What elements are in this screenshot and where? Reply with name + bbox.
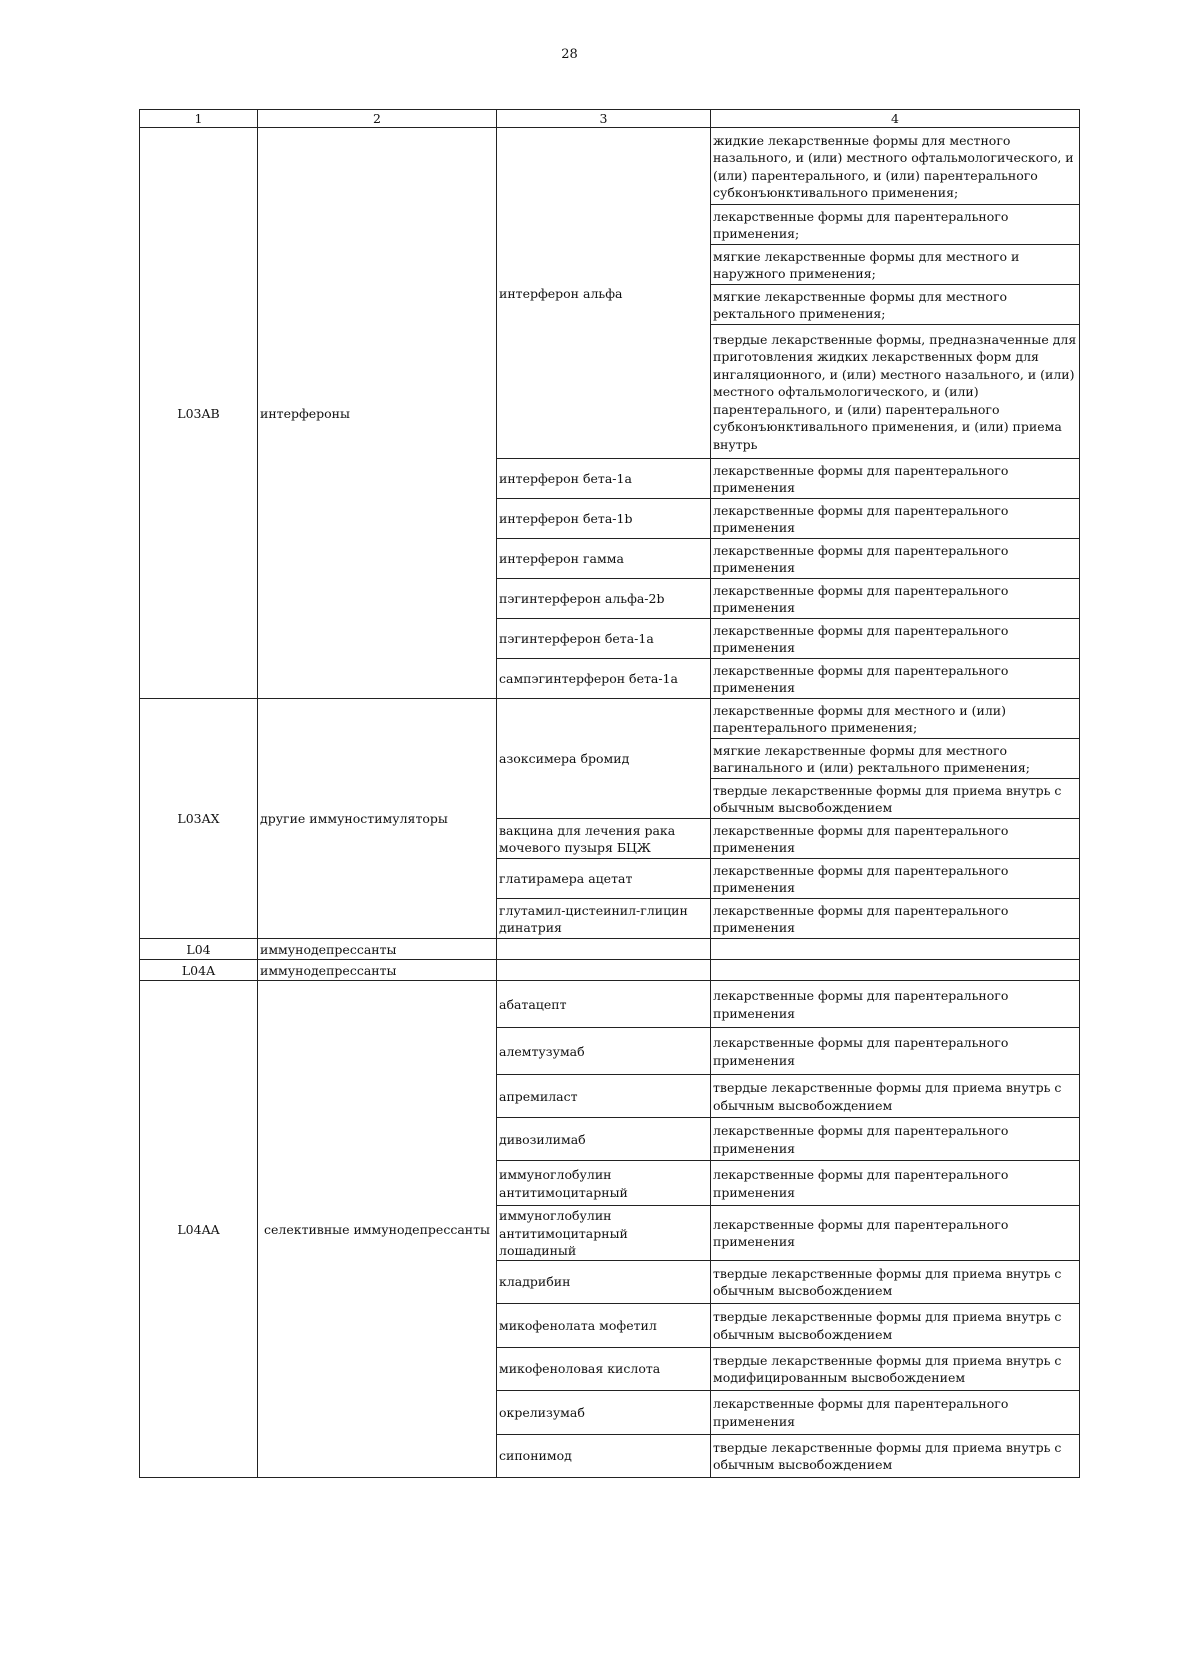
table-row bbox=[140, 939, 1080, 960]
dosage-form: лекарственные формы для парентерального применения bbox=[711, 539, 1080, 579]
drug-name: сипонимод bbox=[497, 1434, 711, 1477]
drug-name: дивозилимаб bbox=[497, 1118, 711, 1161]
group-name: интерфероны bbox=[258, 128, 497, 699]
dosage-form: лекарственные формы для парентерального применения bbox=[711, 1118, 1080, 1161]
drug-name: микофеноловая кислота bbox=[497, 1347, 711, 1390]
dosage-form: лекарственные формы для парентерального применения bbox=[711, 1028, 1080, 1075]
dosage-form: лекарственные формы для парентерального применения bbox=[711, 1390, 1080, 1434]
column-header-2: 2 bbox=[258, 110, 497, 128]
drug-name: интерферон бета-1а bbox=[497, 459, 711, 499]
dosage-form: лекарственные формы для парентерального применения bbox=[711, 459, 1080, 499]
group-name: иммунодепрессанты bbox=[258, 939, 497, 960]
dosage-form: жидкие лекарственные формы для местного назального, и (или) местного офтальмологического, и (или) парентерального, и (или) парентерального субконъюнктивального применения; bbox=[711, 128, 1080, 205]
dosage-form: мягкие лекарственные формы для местного ректального применения; bbox=[711, 285, 1080, 325]
dosage-form: лекарственные формы для парентерального применения bbox=[711, 659, 1080, 699]
drug-name: интерферон альфа bbox=[497, 128, 711, 459]
drug-name bbox=[497, 960, 711, 981]
dosage-form: лекарственные формы для местного и (или) парентерального применения; bbox=[711, 699, 1080, 739]
dosage-form bbox=[711, 960, 1080, 981]
drug-name: пэгинтерферон бета-1а bbox=[497, 619, 711, 659]
drug-name: микофенолата мофетил bbox=[497, 1303, 711, 1347]
table-row bbox=[140, 699, 1080, 739]
drug-name: вакцина для лечения рака мочевого пузыря БЦЖ bbox=[497, 819, 711, 859]
table-row bbox=[140, 981, 1080, 1028]
drug-name: абатацепт bbox=[497, 981, 711, 1028]
drug-name: пэгинтерферон альфа-2b bbox=[497, 579, 711, 619]
dosage-form: твердые лекарственные формы для приема внутрь с обычным высвобождением bbox=[711, 779, 1080, 819]
column-header-4: 4 bbox=[711, 110, 1080, 128]
dosage-form bbox=[711, 939, 1080, 960]
drug-name bbox=[497, 939, 711, 960]
dosage-form: лекарственные формы для парентерального применения bbox=[711, 819, 1080, 859]
drug-name: иммуноглобулин антитимоцитарный bbox=[497, 1161, 711, 1206]
drug-name: интерферон бета-1b bbox=[497, 499, 711, 539]
atc-code: L03AX bbox=[140, 699, 258, 939]
table-body bbox=[140, 128, 1080, 1478]
dosage-form: твердые лекарственные формы для приема внутрь с обычным высвобождением bbox=[711, 1075, 1080, 1118]
drug-name: глатирамера ацетат bbox=[497, 859, 711, 899]
dosage-form: мягкие лекарственные формы для местного и наружного применения; bbox=[711, 245, 1080, 285]
dosage-form: лекарственные формы для парентерального применения bbox=[711, 859, 1080, 899]
drug-name: сампэгинтерферон бета-1а bbox=[497, 659, 711, 699]
drug-name: глутамил-цистеинил-глицин динатрия bbox=[497, 899, 711, 939]
dosage-form: лекарственные формы для парентерального применения bbox=[711, 579, 1080, 619]
column-header-row bbox=[140, 110, 1080, 128]
drug-name: окрелизумаб bbox=[497, 1390, 711, 1434]
dosage-form: твердые лекарственные формы для приема внутрь с обычным высвобождением bbox=[711, 1434, 1080, 1477]
dosage-form: лекарственные формы для парентерального применения; bbox=[711, 205, 1080, 245]
column-header-1: 1 bbox=[140, 110, 258, 128]
column-header-3: 3 bbox=[497, 110, 711, 128]
drug-name: интерферон гамма bbox=[497, 539, 711, 579]
group-name: другие иммуностимуляторы bbox=[258, 699, 497, 939]
dosage-form: лекарственные формы для парентерального применения bbox=[711, 1206, 1080, 1261]
atc-code: L03AB bbox=[140, 128, 258, 699]
table-row bbox=[140, 960, 1080, 981]
atc-code: L04AA bbox=[140, 981, 258, 1478]
drug-name: апремиласт bbox=[497, 1075, 711, 1118]
drug-name: алемтузумаб bbox=[497, 1028, 711, 1075]
group-name: селективные иммунодепрессанты bbox=[258, 981, 497, 1478]
page-number: 28 bbox=[561, 47, 578, 62]
dosage-form: лекарственные формы для парентерального применения bbox=[711, 619, 1080, 659]
dosage-form: лекарственные формы для парентерального применения bbox=[711, 899, 1080, 939]
group-name: иммунодепрессанты bbox=[258, 960, 497, 981]
dosage-form: лекарственные формы для парентерального применения bbox=[711, 1161, 1080, 1206]
dosage-form: твердые лекарственные формы для приема внутрь с обычным высвобождением bbox=[711, 1260, 1080, 1303]
dosage-form: твердые лекарственные формы для приема внутрь с модифицированным высвобождением bbox=[711, 1347, 1080, 1390]
drug-name: азоксимера бромид bbox=[497, 699, 711, 819]
atc-code: L04 bbox=[140, 939, 258, 960]
atc-code: L04A bbox=[140, 960, 258, 981]
drug-name: иммуноглобулин антитимоцитарный лошадиный bbox=[497, 1206, 711, 1261]
drug-table bbox=[139, 109, 1080, 1478]
dosage-form: твердые лекарственные формы, предназначенные для приготовления жидких лекарственных форм для ингаляционного, и (или) местного назального, и (или) местного офтальмологического, и (или) парентерального, и (или) парентерального субконъюнктивального применения, и (или) приема внутрь bbox=[711, 325, 1080, 459]
dosage-form: лекарственные формы для парентерального применения bbox=[711, 499, 1080, 539]
dosage-form: твердые лекарственные формы для приема внутрь с обычным высвобождением bbox=[711, 1303, 1080, 1347]
table-row bbox=[140, 128, 1080, 205]
drug-name: кладрибин bbox=[497, 1260, 711, 1303]
dosage-form: мягкие лекарственные формы для местного вагинального и (или) ректального применения; bbox=[711, 739, 1080, 779]
dosage-form: лекарственные формы для парентерального применения bbox=[711, 981, 1080, 1028]
